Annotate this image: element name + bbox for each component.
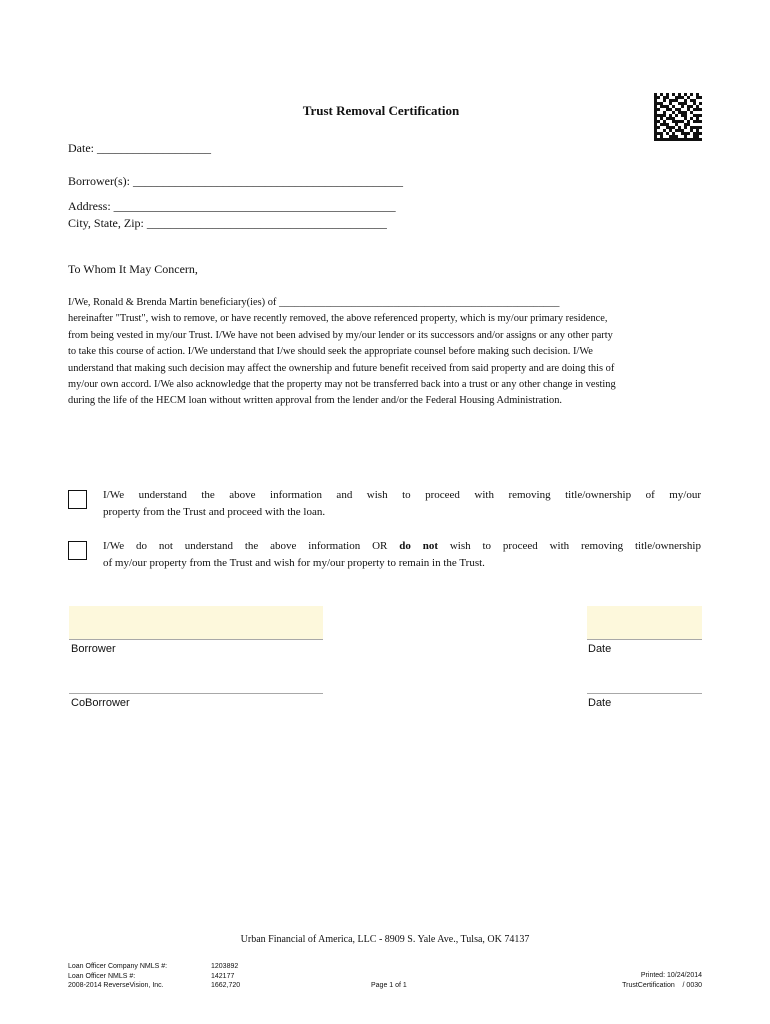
body-line: from being vested in my/our Trust. I/We have not been advised by my/our lender or its successors and/or assigns or any other party: [68, 329, 613, 341]
coborrower-label: CoBorrower: [71, 697, 130, 709]
proceed-option-line: property from the Trust and proceed with the loan.: [103, 506, 326, 518]
footer-left-values: [211, 962, 240, 991]
printed-date: Printed: 10/24/2014: [640, 972, 702, 979]
body-line: my/our own accord. I/We also acknowledge that the property may not be transferred back into a trust or any other change in vesting: [68, 379, 616, 391]
borrower-label: Borrower: [71, 643, 116, 655]
coborrower-date-line[interactable]: [587, 693, 702, 694]
datamatrix-barcode-icon: [654, 93, 702, 141]
option-text: wish to proceed with removing title/ownership: [437, 540, 701, 552]
page-number: Page 1 of 1: [371, 982, 407, 989]
borrower-date-field[interactable]: [587, 606, 702, 639]
borrower-signature-field[interactable]: [69, 606, 323, 639]
proceed-option-line: I/We understand the above information and wish to proceed with removing title/ownership of my/our: [103, 489, 701, 501]
body-line: to take this course of action. I/We understand that I/we should seek the appropriate counsel before making such decision. I/We: [68, 346, 593, 358]
borrower-date-line: [587, 639, 702, 640]
body-line: hereinafter "Trust", wish to remove, or have recently removed, the above referenced property, which is my/our primary residence,: [68, 313, 608, 325]
document-title: Trust Removal Certification: [302, 103, 460, 118]
borrower-signature-line: [69, 639, 323, 640]
address-field: Address: _______________________________________________: [68, 199, 396, 213]
body-line: during the life of the HECM loan without written approval from the lender and/or the Federal Housing Administration.: [68, 395, 563, 407]
borrower-date-label: Date: [588, 643, 612, 655]
footer-company-address: Urban Financial of America, LLC - 8909 S. Yale Ave., Tulsa, OK 74137: [240, 934, 530, 945]
coborrower-signature-line[interactable]: [69, 693, 323, 694]
body-line: understand that making such decision may affect the ownership and future benefit received from said property and are doing this of: [68, 362, 615, 374]
loan-officer-nmls: 142177: [211, 972, 235, 980]
footer-left-labels: [68, 962, 167, 991]
loan-officer-company-nmls: 1203892: [211, 963, 239, 970]
do-not-proceed-option-line: of my/our property from the Trust and wish for my/our property to remain in the Trust.: [103, 557, 485, 569]
loan-officer-label: Loan Officer NMLS #:: [68, 972, 136, 980]
do-not-proceed-option-text: [103, 538, 701, 572]
salutation: To Whom It May Concern,: [68, 262, 198, 276]
do-not-proceed-checkbox[interactable]: [68, 541, 87, 560]
option-emphasis: do not: [399, 540, 438, 552]
proceed-checkbox[interactable]: [68, 490, 87, 509]
proceed-option-text: [103, 487, 701, 521]
form-id: TrustCertification / 0030: [622, 981, 702, 989]
form-version: 1662,720: [211, 982, 241, 989]
option-text: I/We do not understand the above information OR: [103, 540, 400, 552]
city-state-zip-field: City, State, Zip: ________________________________________: [68, 216, 387, 230]
footer-right: [560, 971, 702, 990]
do-not-proceed-option-line: [103, 538, 701, 555]
body-paragraph: [68, 295, 704, 410]
date-field: Date: ___________________: [68, 141, 211, 155]
borrowers-field: Borrower(s): _____________________________________________: [68, 174, 403, 188]
coborrower-date-label: Date: [588, 697, 612, 709]
copyright-label: 2008-2014 ReverseVision, Inc.: [68, 982, 164, 989]
loan-officer-company-label: Loan Officer Company NMLS #:: [68, 963, 168, 970]
body-line: I/We, Ronald & Brenda Martin beneficiary(ies) of ______________________________________________________: [68, 297, 560, 308]
